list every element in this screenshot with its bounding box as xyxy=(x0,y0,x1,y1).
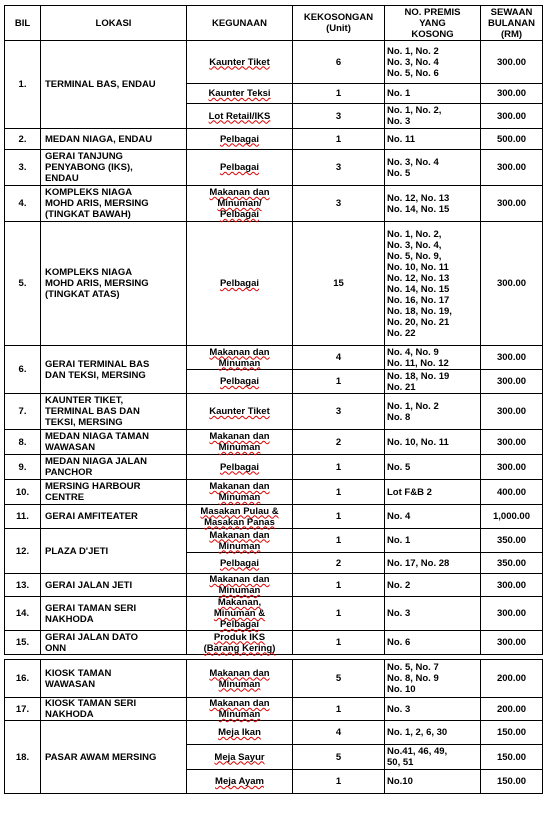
lokasi-cell: PLAZA D'JETI xyxy=(41,529,187,574)
bil-cell: 17. xyxy=(5,698,41,721)
kegunaan-text: Makanan dan Minuman xyxy=(209,667,270,690)
lokasi-cell: KOMPLEKS NIAGA MOHD ARIS, MERSING (TINGKAT BAWAH) xyxy=(41,186,187,222)
kegunaan-cell xyxy=(187,631,293,655)
kekosongan-cell: 4 xyxy=(293,346,385,370)
premis-cell: No.10 xyxy=(385,770,481,794)
kekosongan-cell: 1 xyxy=(293,129,385,150)
bil-cell: 4. xyxy=(5,186,41,222)
sewaan-cell: 300.00 xyxy=(481,346,543,370)
kegunaan-cell xyxy=(187,721,293,745)
kegunaan-cell xyxy=(187,574,293,597)
lokasi-cell: MEDAN NIAGA JALAN PANCHOR xyxy=(41,455,187,480)
kekosongan-cell: 1 xyxy=(293,631,385,655)
kegunaan-cell xyxy=(187,597,293,631)
header-kegunaan: KEGUNAAN xyxy=(187,6,293,41)
kegunaan-text: Pelbagai xyxy=(219,376,260,387)
header-lokasi: LOKASI xyxy=(41,6,187,41)
sewaan-cell: 300.00 xyxy=(481,455,543,480)
kegunaan-text: Lot Retail/IKS xyxy=(208,110,271,122)
premis-cell: No. 17, No. 28 xyxy=(385,553,481,574)
kegunaan-cell xyxy=(187,529,293,553)
kegunaan-cell xyxy=(187,455,293,480)
sewaan-cell: 300.00 xyxy=(481,222,543,346)
premis-cell: No. 1, No. 2 No. 3, No. 4 No. 5, No. 6 xyxy=(385,41,481,84)
table-row xyxy=(5,346,543,370)
premis-cell: No. 12, No. 13 No. 14, No. 15 xyxy=(385,186,481,222)
bil-cell: 18. xyxy=(5,721,41,794)
sewaan-cell: 200.00 xyxy=(481,660,543,698)
sewaan-cell: 400.00 xyxy=(481,480,543,505)
lokasi-cell: MEDAN NIAGA TAMAN WAWASAN xyxy=(41,430,187,455)
sewaan-cell: 150.00 xyxy=(481,745,543,770)
lokasi-cell: GERAI TERMINAL BAS DAN TEKSI, MERSING xyxy=(41,346,187,394)
sewaan-cell: 150.00 xyxy=(481,721,543,745)
sewaan-cell: 300.00 xyxy=(481,370,543,394)
kegunaan-text: Makanan dan Minuman xyxy=(209,574,270,596)
bil-cell: 5. xyxy=(5,222,41,346)
bil-cell: 3. xyxy=(5,150,41,186)
kegunaan-text: Masakan Pulau & Masakan Panas xyxy=(200,505,279,528)
sewaan-cell: 300.00 xyxy=(481,41,543,84)
kegunaan-text: Makanan dan Minuman xyxy=(209,698,270,720)
kegunaan-cell xyxy=(187,480,293,505)
bil-cell: 8. xyxy=(5,430,41,455)
premis-cell: No. 5, No. 7 No. 8, No. 9 No. 10 xyxy=(385,660,481,698)
bil-cell: 13. xyxy=(5,574,41,597)
bil-cell: 15. xyxy=(5,631,41,655)
sewaan-cell: 350.00 xyxy=(481,553,543,574)
premis-cell: No.41, 46, 49, 50, 51 xyxy=(385,745,481,770)
kegunaan-text: Makanan dan Minuman xyxy=(209,431,270,453)
table-row xyxy=(5,529,543,553)
table-row xyxy=(5,631,543,655)
kegunaan-text: Kaunter Teksi xyxy=(208,88,271,99)
sewaan-cell: 350.00 xyxy=(481,529,543,553)
sewaan-cell: 300.00 xyxy=(481,574,543,597)
kegunaan-cell xyxy=(187,150,293,186)
table-body xyxy=(5,41,543,794)
premis-cell: No. 1 xyxy=(385,84,481,104)
premis-cell: No. 5 xyxy=(385,455,481,480)
kegunaan-cell xyxy=(187,129,293,150)
lokasi-cell: TERMINAL BAS, ENDAU xyxy=(41,41,187,129)
table-row xyxy=(5,698,543,721)
premis-cell: No. 3 xyxy=(385,698,481,721)
kekosongan-cell: 1 xyxy=(293,597,385,631)
kegunaan-text: Produk IKS (Barang Kering) xyxy=(203,631,276,654)
premis-cell: No. 1, 2, 6, 30 xyxy=(385,721,481,745)
bil-cell: 7. xyxy=(5,394,41,430)
lokasi-cell: GERAI AMFITEATER xyxy=(41,505,187,529)
kekosongan-cell: 6 xyxy=(293,41,385,84)
kegunaan-cell xyxy=(187,745,293,770)
table-row xyxy=(5,41,543,84)
kekosongan-cell: 1 xyxy=(293,574,385,597)
kegunaan-cell xyxy=(187,84,293,104)
premis-cell: No. 1, No. 2, No. 3, No. 4, No. 5, No. 9, No. 10, No. 11 No. 12, No. 13 No. 14, No. 15 No. 16, No. 17 No. 18, No. 19, No. 20, No. 21 No. 22 xyxy=(385,222,481,346)
sewaan-cell: 300.00 xyxy=(481,597,543,631)
kekosongan-cell: 1 xyxy=(293,84,385,104)
table-row xyxy=(5,660,543,698)
lokasi-cell: GERAI TAMAN SERI NAKHODA xyxy=(41,597,187,631)
premis-cell: No. 3 xyxy=(385,597,481,631)
sewaan-cell: 500.00 xyxy=(481,129,543,150)
kegunaan-text: Makanan dan Minuman xyxy=(209,346,270,369)
table-row xyxy=(5,430,543,455)
lokasi-cell: MERSING HARBOUR CENTRE xyxy=(41,480,187,505)
sewaan-cell: 200.00 xyxy=(481,698,543,721)
kegunaan-text: Pelbagai xyxy=(219,557,260,569)
table-row xyxy=(5,505,543,529)
bil-cell: 2. xyxy=(5,129,41,150)
lokasi-cell: GERAI TANJUNG PENYABONG (IKS), ENDAU xyxy=(41,150,187,186)
vacancy-table xyxy=(4,5,543,794)
bil-cell: 10. xyxy=(5,480,41,505)
premis-cell: No. 6 xyxy=(385,631,481,655)
premis-cell: No. 11 xyxy=(385,129,481,150)
lokasi-cell: GERAI JALAN JETI xyxy=(41,574,187,597)
bil-cell: 1. xyxy=(5,41,41,129)
table-row xyxy=(5,574,543,597)
kegunaan-text: Meja Ikan xyxy=(218,727,261,738)
kekosongan-cell: 5 xyxy=(293,745,385,770)
kegunaan-cell xyxy=(187,370,293,394)
sewaan-cell: 300.00 xyxy=(481,430,543,455)
sewaan-cell: 1,000.00 xyxy=(481,505,543,529)
sewaan-cell: 300.00 xyxy=(481,631,543,655)
kegunaan-cell xyxy=(187,698,293,721)
kegunaan-cell xyxy=(187,346,293,370)
premis-cell: No. 4, No. 9 No. 11, No. 12 xyxy=(385,346,481,370)
table-row xyxy=(5,129,543,150)
kegunaan-text: Makanan dan Minuman xyxy=(209,529,270,552)
kegunaan-cell xyxy=(187,430,293,455)
table-row xyxy=(5,186,543,222)
lokasi-cell: MEDAN NIAGA, ENDAU xyxy=(41,129,187,150)
premis-cell: No. 3, No. 4 No. 5 xyxy=(385,150,481,186)
header-kekosongan: KEKOSONGAN (Unit) xyxy=(293,6,385,41)
lokasi-cell: KOMPLEKS NIAGA MOHD ARIS, MERSING (TINGKAT ATAS) xyxy=(41,222,187,346)
kekosongan-cell: 1 xyxy=(293,505,385,529)
premis-cell: No. 18, No. 19 No. 21 xyxy=(385,370,481,394)
table-row xyxy=(5,480,543,505)
kekosongan-cell: 1 xyxy=(293,480,385,505)
kekosongan-cell: 2 xyxy=(293,553,385,574)
kegunaan-cell xyxy=(187,41,293,84)
kegunaan-text: Makanan dan Minuman xyxy=(209,481,270,503)
kegunaan-text: Kaunter Tiket xyxy=(209,56,270,68)
bil-cell: 12. xyxy=(5,529,41,574)
kegunaan-cell xyxy=(187,660,293,698)
sewaan-cell: 300.00 xyxy=(481,104,543,129)
kekosongan-cell: 3 xyxy=(293,150,385,186)
kegunaan-cell xyxy=(187,222,293,346)
kekosongan-cell: 4 xyxy=(293,721,385,745)
kekosongan-cell: 1 xyxy=(293,529,385,553)
kegunaan-text: Meja Ayam xyxy=(215,776,264,787)
kegunaan-cell xyxy=(187,104,293,129)
sewaan-cell: 150.00 xyxy=(481,770,543,794)
premis-cell: No. 10, No. 11 xyxy=(385,430,481,455)
kegunaan-cell xyxy=(187,186,293,222)
table-row xyxy=(5,455,543,480)
premis-cell: No. 1, No. 2, No. 3 xyxy=(385,104,481,129)
table-row xyxy=(5,721,543,745)
kekosongan-cell: 1 xyxy=(293,770,385,794)
kekosongan-cell: 3 xyxy=(293,394,385,430)
kekosongan-cell: 5 xyxy=(293,660,385,698)
sewaan-cell: 300.00 xyxy=(481,150,543,186)
premis-cell: No. 1 xyxy=(385,529,481,553)
sewaan-cell: 300.00 xyxy=(481,84,543,104)
kegunaan-text: Meja Sayur xyxy=(214,751,265,763)
lokasi-cell: GERAI JALAN DATO ONN xyxy=(41,631,187,655)
header-premis: NO. PREMIS YANG KOSONG xyxy=(385,6,481,41)
sewaan-cell: 300.00 xyxy=(481,186,543,222)
bil-cell: 6. xyxy=(5,346,41,394)
kekosongan-cell: 2 xyxy=(293,430,385,455)
table-row xyxy=(5,150,543,186)
kegunaan-cell xyxy=(187,505,293,529)
premis-cell: No. 4 xyxy=(385,505,481,529)
bil-cell: 16. xyxy=(5,660,41,698)
kegunaan-text: Pelbagai xyxy=(219,133,260,145)
kekosongan-cell: 15 xyxy=(293,222,385,346)
kekosongan-cell: 1 xyxy=(293,370,385,394)
sewaan-cell: 300.00 xyxy=(481,394,543,430)
kegunaan-cell xyxy=(187,770,293,794)
table-row xyxy=(5,394,543,430)
header-bil: BIL xyxy=(5,6,41,41)
header-sewaan: SEWAAN BULANAN (RM) xyxy=(481,6,543,41)
kekosongan-cell: 1 xyxy=(293,455,385,480)
lokasi-cell: PASAR AWAM MERSING xyxy=(41,721,187,794)
kekosongan-cell: 1 xyxy=(293,698,385,721)
kegunaan-cell xyxy=(187,553,293,574)
premis-cell: No. 2 xyxy=(385,574,481,597)
lokasi-cell: KIOSK TAMAN WAWASAN xyxy=(41,660,187,698)
lokasi-cell: KIOSK TAMAN SERI NAKHODA xyxy=(41,698,187,721)
kekosongan-cell: 3 xyxy=(293,186,385,222)
kegunaan-text: Kaunter Tiket xyxy=(209,406,270,417)
kegunaan-cell xyxy=(187,394,293,430)
bil-cell: 14. xyxy=(5,597,41,631)
table-row xyxy=(5,222,543,346)
kegunaan-text: Makanan, Minuman & Pelbagai xyxy=(213,597,266,630)
kegunaan-text: Pelbagai xyxy=(219,461,260,473)
kegunaan-text: Makanan dan Minuman/ Pelbagai xyxy=(209,187,270,220)
kegunaan-text: Pelbagai xyxy=(219,162,260,173)
bil-cell: 11. xyxy=(5,505,41,529)
premis-cell: No. 1, No. 2 No. 8 xyxy=(385,394,481,430)
bil-cell: 9. xyxy=(5,455,41,480)
header-row xyxy=(5,6,543,41)
kegunaan-text: Pelbagai xyxy=(219,278,260,289)
kekosongan-cell: 3 xyxy=(293,104,385,129)
table-row xyxy=(5,597,543,631)
lokasi-cell: KAUNTER TIKET, TERMINAL BAS DAN TEKSI, MERSING xyxy=(41,394,187,430)
premis-cell: Lot F&B 2 xyxy=(385,480,481,505)
